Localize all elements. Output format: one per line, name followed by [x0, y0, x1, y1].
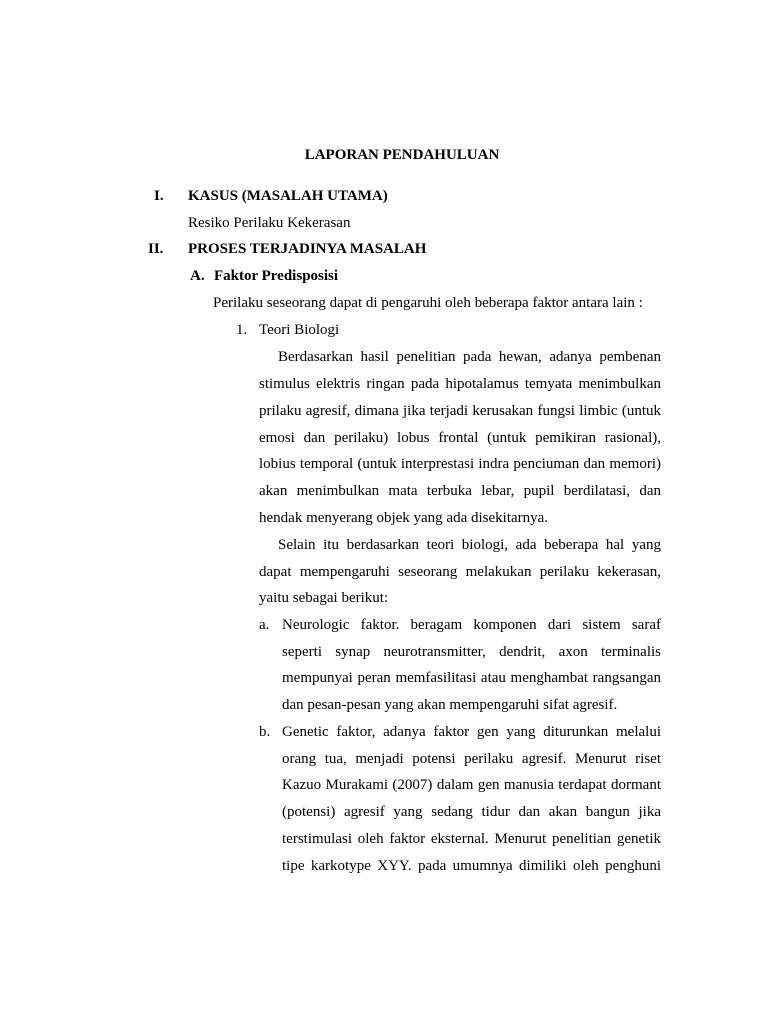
paragraph-line: Berdasarkan hasil penelitian pada hewan, adanya pembenan	[278, 349, 661, 365]
subsection-a-marker: A.	[190, 268, 205, 284]
subsection-a-heading: Faktor Predisposisi	[214, 268, 339, 284]
paragraph-line: hendak menyerang objek yang ada disekitarnya.	[259, 510, 549, 526]
list-line: seperti synap neurotransmitter, dendrit, axon terminalis	[282, 644, 661, 660]
paragraph-line: Selain itu berdasarkan teori biologi, ada beberapa hal yang	[278, 537, 661, 553]
section-1-text: Resiko Perilaku Kekerasan	[188, 215, 351, 231]
paragraph-line: lobius temporal (untuk interprestasi indra penciuman dan memori)	[259, 456, 661, 472]
list-line: orang tua, menjadi potensi perilaku agresif. Menurut riset	[282, 751, 661, 767]
paragraph-line: yaitu sebagai berikut:	[259, 590, 389, 606]
section-2-heading: PROSES TERJADINYA MASALAH	[188, 241, 427, 257]
list-line: Genetic faktor, adanya faktor gen yang diturunkan melalui	[282, 724, 661, 740]
paragraph-line: dapat mempengaruhi seseorang melakukan perilaku kekerasan,	[259, 564, 661, 580]
item-1-marker: 1.	[236, 322, 248, 338]
page-title: LAPORAN PENDAHULUAN	[304, 147, 500, 163]
point-a-marker: a.	[259, 617, 270, 633]
paragraph-line: stimulus elektris ringan pada hipotalamus temyata menimbulkan	[259, 376, 661, 392]
list-line: (potensi) agresif yang sedang tidur dan akan bangun jika	[282, 804, 661, 820]
list-line: terstimulasi oleh faktor eksternal. Menurut penelitian genetik	[282, 831, 661, 847]
list-line: mempunyai peran memfasilitasi atau menghambat rangsangan	[282, 670, 661, 686]
list-line: tipe karkotype XYY. pada umumnya dimiliki oleh penghuni	[282, 858, 661, 874]
item-1-label: Teori Biologi	[259, 322, 340, 338]
section-1-number: I.	[154, 188, 164, 204]
paragraph-line: prilaku agresif, dimana jika terjadi kerusakan fungsi limbic (untuk	[259, 403, 661, 419]
list-line: Neurologic faktor. beragam komponen dari sistem saraf	[282, 617, 661, 633]
subsection-a-intro: Perilaku seseorang dapat di pengaruhi oleh beberapa faktor antara lain :	[213, 295, 643, 311]
list-line: Kazuo Murakami (2007) dalam gen manusia terdapat dormant	[282, 777, 661, 793]
paragraph-line: akan menimbulkan mata terbuka lebar, pupil berdilatasi, dan	[259, 483, 661, 499]
section-2-number: II.	[148, 241, 164, 257]
section-1-heading: KASUS (MASALAH UTAMA)	[188, 188, 388, 204]
list-line: dan pesan-pesan yang akan mempengaruhi sifat agresif.	[282, 697, 618, 713]
point-b-marker: b.	[259, 724, 271, 740]
paragraph-line: emosi dan perilaku) lobus frontal (untuk pemikiran rasional),	[259, 430, 661, 446]
